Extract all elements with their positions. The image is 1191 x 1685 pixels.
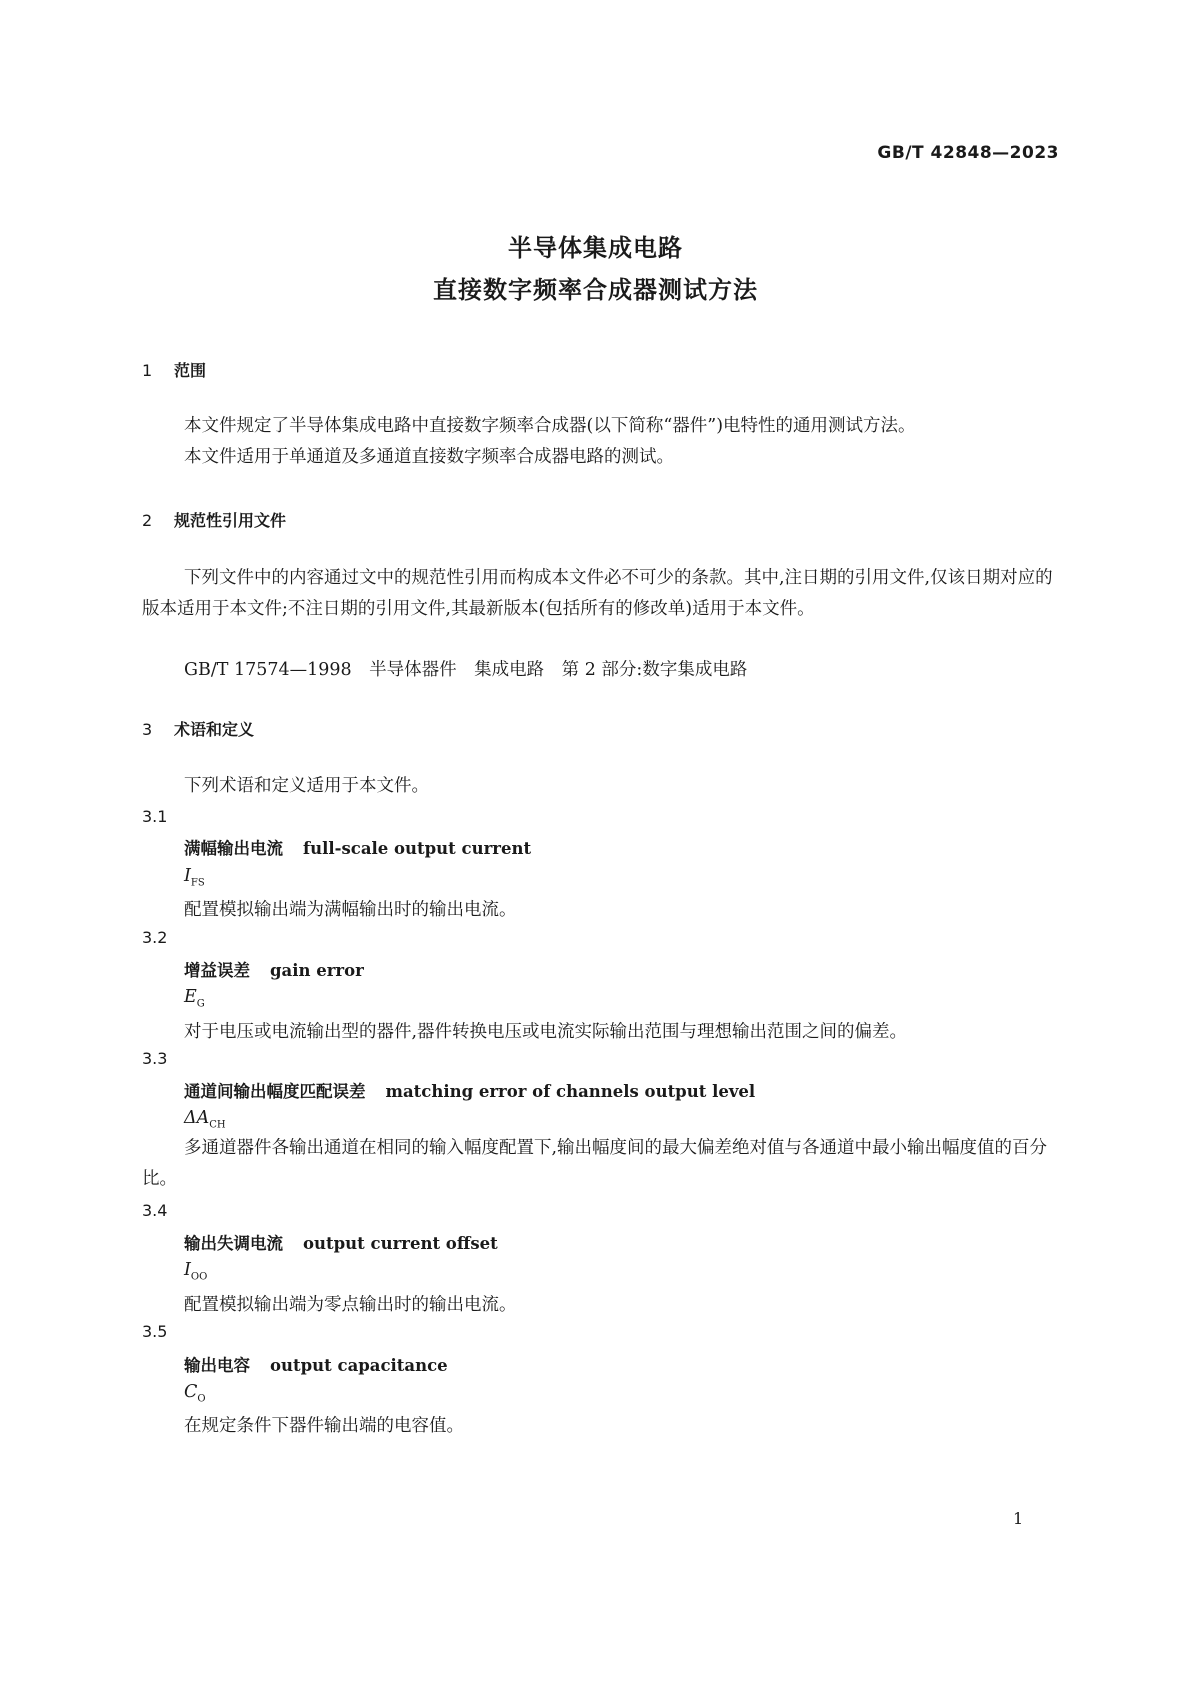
document-title-line1: 半导体集成电路 [508,234,683,262]
term-definition: 多通道器件各输出通道在相同的输入幅度配置下,输出幅度间的最大偏差绝对值与各通道中最小输出幅度值的百分比。 [142,1138,1048,1189]
term-heading [184,1352,448,1376]
term-definition: 对于电压或电流输出型的器件,器件转换电压或电流实际输出范围与理想输出范围之间的偏差。 [184,1022,908,1042]
standard-code: GB/T 42848—2023 [877,143,1059,163]
section-heading-terms-definitions [142,717,254,740]
term-symbol [184,1382,206,1405]
section-heading-scope [142,358,206,381]
symbol-letter: E [184,987,197,1007]
paragraph: 下列术语和定义适用于本文件。 [184,776,429,796]
term-cn: 输出电容 [184,1356,250,1375]
term-en: output capacitance [270,1356,448,1375]
symbol-letter: ΔA [184,1108,210,1128]
section-number: 1 [142,361,153,380]
symbol-subscript: FS [190,877,205,889]
symbol-subscript: O [197,1393,206,1405]
term-heading [184,1078,755,1102]
term-cn: 增益误差 [184,961,250,980]
paragraph: 本文件适用于单通道及多通道直接数字频率合成器电路的测试。 [184,447,674,467]
symbol-letter: I [184,1260,191,1280]
term-number: 3.1 [142,807,168,826]
section-title: 范围 [174,361,207,380]
document-title-line2: 直接数字频率合成器测试方法 [433,276,758,304]
term-symbol [184,1108,226,1131]
section-heading-normative-references [142,508,286,531]
term-heading [184,1230,498,1254]
term-cn: 输出失调电流 [184,1234,283,1253]
term-en: matching error of channels output level [385,1082,756,1101]
page-number: 1 [1013,1509,1024,1528]
term-symbol [184,1260,207,1283]
term-cn: 满幅输出电流 [184,839,283,858]
symbol-subscript: CH [209,1119,226,1131]
term-symbol [184,987,205,1010]
symbol-subscript: OO [190,1271,208,1283]
section-number: 3 [142,720,153,739]
reference-item: GB/T 17574—1998 半导体器件 集成电路 第 2 部分:数字集成电路 [184,660,748,680]
term-heading [184,835,531,859]
section-number: 2 [142,511,153,530]
term-heading [184,957,364,981]
term-number: 3.2 [142,928,168,947]
term-number: 3.5 [142,1322,168,1341]
symbol-letter: I [184,866,191,886]
symbol-letter: C [184,1382,198,1402]
term-number: 3.4 [142,1201,168,1220]
term-en: full-scale output current [303,839,532,858]
term-number: 3.3 [142,1049,168,1068]
paragraph: 下列文件中的内容通过文中的规范性引用而构成本文件必不可少的条款。其中,注日期的引用文件,仅该日期对应的版本适用于本文件;不注日期的引用文件,其最新版本(包括所有的修改单)适用于本文件。 [142,568,1053,619]
term-en: gain error [270,961,364,980]
section-title: 术语和定义 [174,720,255,739]
paragraph: 本文件规定了半导体集成电路中直接数字频率合成器(以下简称“器件”)电特性的通用测试方法。 [184,416,916,436]
term-definition: 在规定条件下器件输出端的电容值。 [184,1416,464,1436]
term-definition: 配置模拟输出端为满幅输出时的输出电流。 [184,900,517,920]
term-en: output current offset [303,1234,498,1253]
section-title: 规范性引用文件 [174,511,287,530]
symbol-subscript: G [196,998,205,1010]
term-cn: 通道间输出幅度匹配误差 [184,1082,366,1101]
term-symbol [184,866,205,889]
term-definition: 配置模拟输出端为零点输出时的输出电流。 [184,1295,517,1315]
